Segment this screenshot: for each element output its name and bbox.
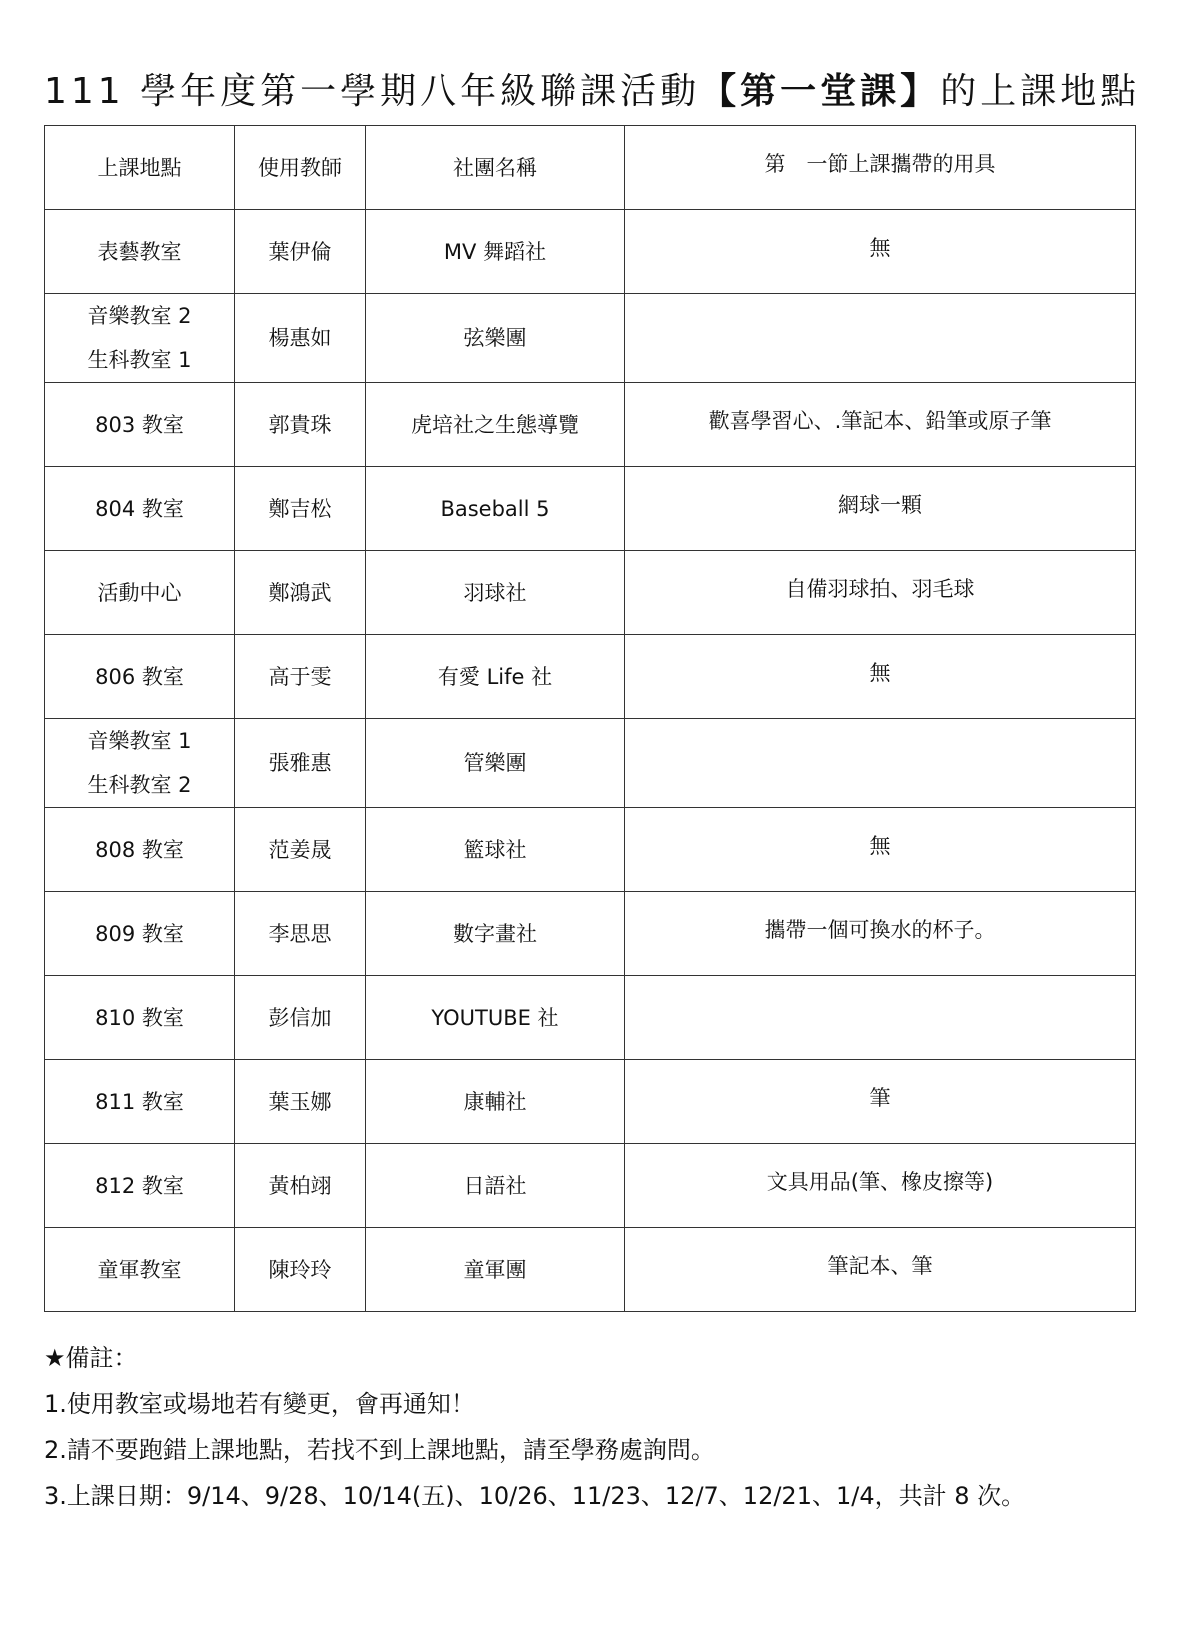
location-line: 810 教室 — [95, 1005, 184, 1030]
location-line: 811 教室 — [95, 1089, 184, 1114]
items-text: 自備羽球拍、羽毛球 — [785, 576, 975, 601]
note-line-1: 1.使用教室或場地若有變更，會再通知！ — [44, 1390, 475, 1418]
location-line: 806 教室 — [95, 664, 184, 689]
items-text: 筆 — [869, 1085, 891, 1110]
cell-location — [45, 635, 235, 719]
location-line: 808 教室 — [95, 837, 184, 862]
location-line: 童軍教室 — [97, 1257, 182, 1282]
cell-items — [625, 383, 1136, 467]
table-header-row — [45, 126, 1136, 210]
cell-teacher: 陳玲玲 — [235, 1228, 366, 1312]
schedule-table — [44, 125, 1136, 1312]
location-line: 812 教室 — [95, 1173, 184, 1198]
cell-items — [625, 467, 1136, 551]
cell-club: 康輔社 — [366, 1060, 625, 1144]
notes-heading: ★備註： — [44, 1344, 138, 1372]
cell-items — [625, 1144, 1136, 1228]
header-location: 上課地點 — [45, 126, 235, 210]
location-line: 804 教室 — [95, 496, 184, 521]
cell-teacher: 范姜晟 — [235, 808, 366, 892]
cell-items — [625, 1060, 1136, 1144]
cell-teacher: 李思思 — [235, 892, 366, 976]
cell-teacher: 葉玉娜 — [235, 1060, 366, 1144]
header-teacher: 使用教師 — [235, 126, 366, 210]
title-prefix: 111 學年度第一學期八年級聯課活動 — [44, 71, 701, 112]
cell-location — [45, 719, 235, 808]
cell-club: 虎培社之生態導覽 — [366, 383, 625, 467]
location-line: 活動中心 — [97, 580, 182, 605]
table-row — [45, 551, 1136, 635]
cell-teacher: 彭信加 — [235, 976, 366, 1060]
table-row — [45, 808, 1136, 892]
table-row — [45, 1144, 1136, 1228]
cell-club: 有愛 Life 社 — [366, 635, 625, 719]
cell-teacher: 鄭鴻武 — [235, 551, 366, 635]
cell-location — [45, 892, 235, 976]
table-row — [45, 210, 1136, 294]
header-items — [625, 126, 1136, 210]
location-line: 809 教室 — [95, 921, 184, 946]
cell-location — [45, 210, 235, 294]
cell-items — [625, 294, 1136, 383]
items-text: 無 — [869, 235, 891, 260]
cell-club: 羽球社 — [366, 551, 625, 635]
table-row — [45, 719, 1136, 808]
items-text: 筆記本、筆 — [827, 1253, 933, 1278]
cell-items — [625, 976, 1136, 1060]
location-line: 生科教室 1 — [87, 348, 192, 372]
cell-club: 籃球社 — [366, 808, 625, 892]
items-text: 歡喜學習心、.筆記本、鉛筆或原子筆 — [708, 408, 1052, 433]
cell-teacher: 鄭吉松 — [235, 467, 366, 551]
cell-location — [45, 467, 235, 551]
cell-club: Baseball 5 — [366, 467, 625, 551]
items-text: 無 — [869, 660, 891, 685]
cell-club: 數字畫社 — [366, 892, 625, 976]
items-text: 攜帶一個可換水的杯子。 — [764, 917, 996, 942]
cell-teacher: 張雅惠 — [235, 719, 366, 808]
cell-club: YOUTUBE 社 — [366, 976, 625, 1060]
cell-items — [625, 808, 1136, 892]
header-items-label: 第 一節上課攜帶的用具 — [764, 151, 996, 176]
cell-location — [45, 976, 235, 1060]
notes-section — [44, 1335, 1025, 1519]
cell-teacher: 楊惠如 — [235, 294, 366, 383]
header-club: 社團名稱 — [366, 126, 625, 210]
cell-location — [45, 1060, 235, 1144]
cell-items — [625, 892, 1136, 976]
table-row — [45, 976, 1136, 1060]
cell-club: 日語社 — [366, 1144, 625, 1228]
cell-items — [625, 719, 1136, 808]
cell-club: 管樂團 — [366, 719, 625, 808]
cell-location — [45, 1228, 235, 1312]
cell-location — [45, 551, 235, 635]
title-emphasis: 【第一堂課】 — [700, 71, 941, 112]
table-row — [45, 467, 1136, 551]
items-text: 網球一顆 — [838, 492, 922, 517]
cell-items — [625, 210, 1136, 294]
table-row — [45, 383, 1136, 467]
table-row — [45, 635, 1136, 719]
table-row — [45, 294, 1136, 383]
location-line: 生科教室 2 — [87, 773, 192, 797]
cell-location — [45, 383, 235, 467]
table-row — [45, 892, 1136, 976]
cell-items — [625, 551, 1136, 635]
cell-club: MV 舞蹈社 — [366, 210, 625, 294]
cell-location — [45, 808, 235, 892]
items-text: 文具用品(筆、橡皮擦等) — [766, 1169, 994, 1194]
title-suffix: 的上課地點 — [940, 71, 1141, 112]
cell-location — [45, 1144, 235, 1228]
note-line-3: 3.上課日期：9/14、9/28、10/14(五)、10/26、11/23、12/7、12/21、1/4，共計 8 次。 — [44, 1482, 1026, 1510]
location-line: 表藝教室 — [97, 239, 182, 264]
table-row — [45, 1228, 1136, 1312]
cell-location — [45, 294, 235, 383]
cell-items — [625, 1228, 1136, 1312]
page-title — [44, 62, 1154, 122]
cell-club: 弦樂團 — [366, 294, 625, 383]
cell-club: 童軍團 — [366, 1228, 625, 1312]
location-line: 音樂教室 1 — [87, 729, 192, 753]
cell-items — [625, 635, 1136, 719]
location-line: 803 教室 — [95, 412, 184, 437]
items-text: 無 — [869, 833, 891, 858]
cell-teacher: 郭貴珠 — [235, 383, 366, 467]
cell-teacher: 高于雯 — [235, 635, 366, 719]
cell-teacher: 黃柏翊 — [235, 1144, 366, 1228]
table-body — [45, 210, 1136, 1312]
cell-teacher: 葉伊倫 — [235, 210, 366, 294]
note-line-2: 2.請不要跑錯上課地點，若找不到上課地點，請至學務處詢問。 — [44, 1436, 715, 1464]
location-line: 音樂教室 2 — [87, 304, 192, 328]
table-row — [45, 1060, 1136, 1144]
